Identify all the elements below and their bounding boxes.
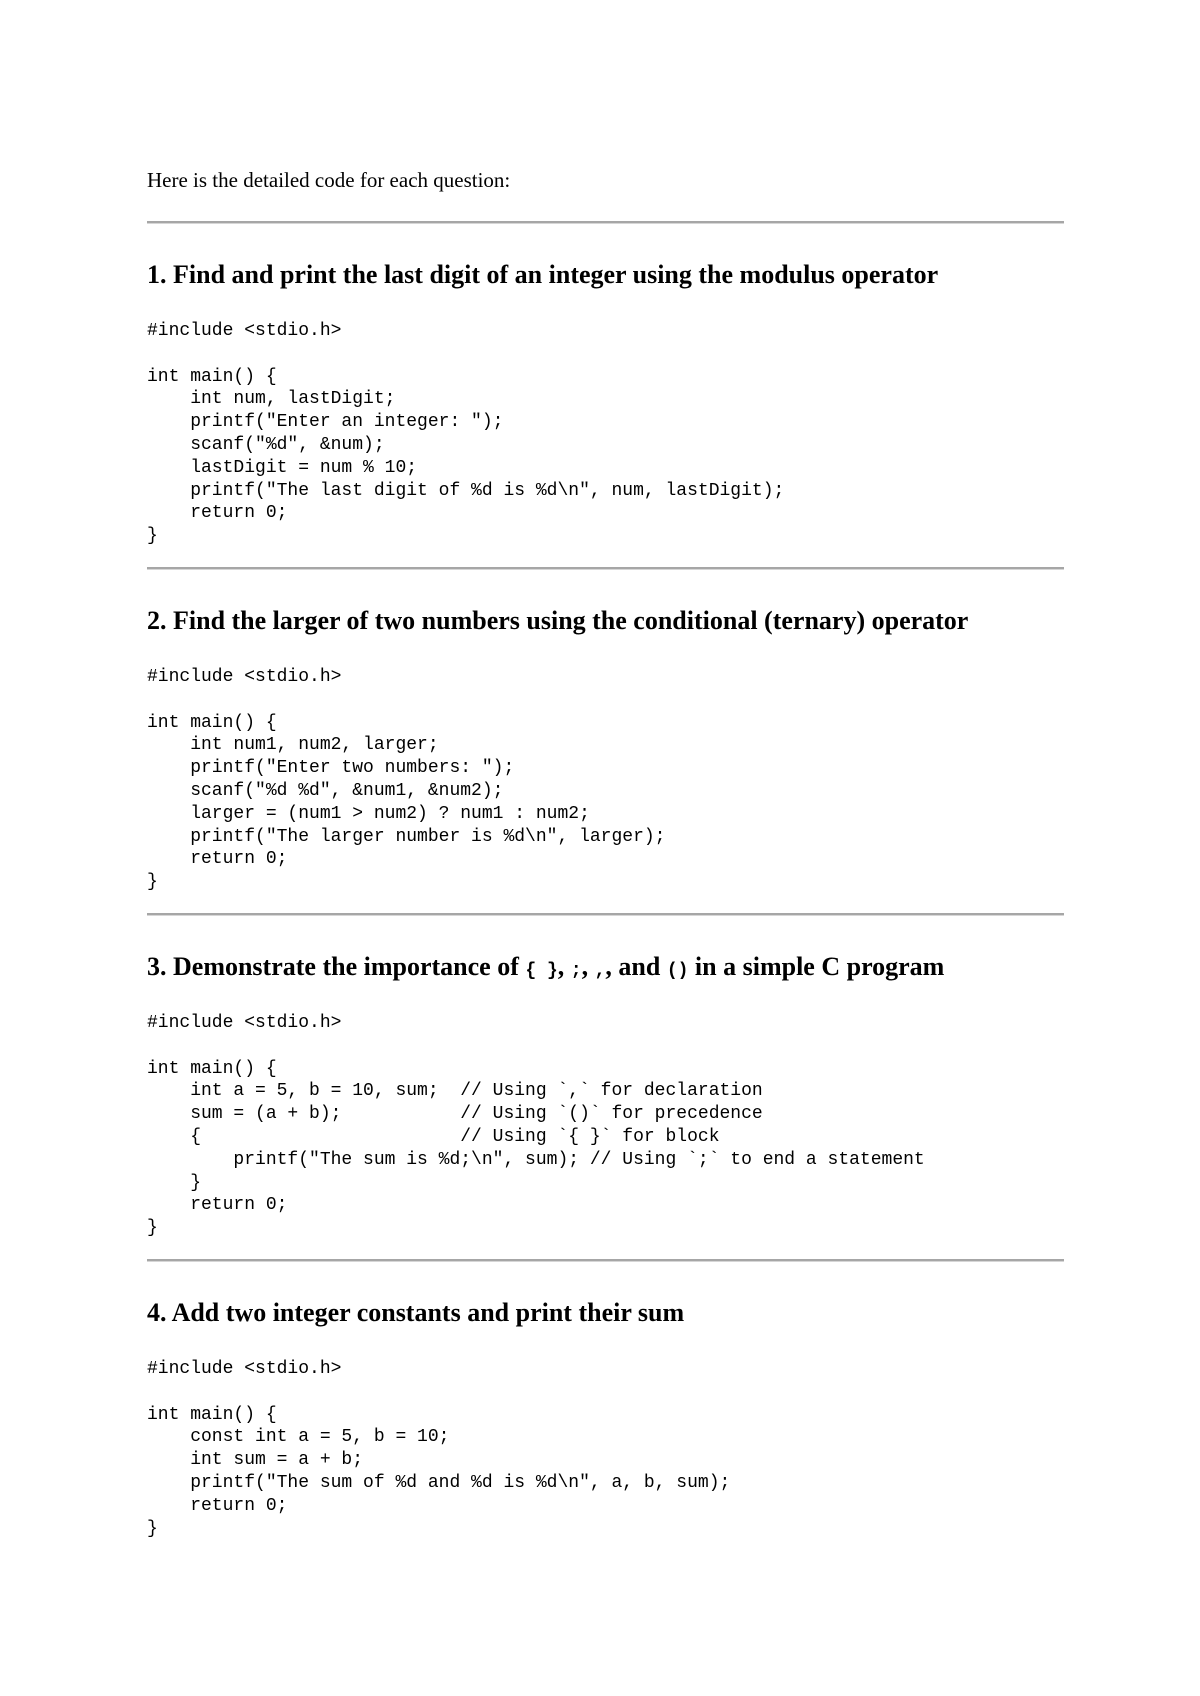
- horizontal-rule: [147, 913, 1064, 916]
- section-3-code-block: #include <stdio.h> int main() { int a = 5, b = 10, sum; // Using `,` for declaration sum = (a + b); // Using `()` for precedence { // Using `{ }` for block printf("The sum is %d;\n", sum); // Using `;` to end a statement } return 0; }: [147, 1013, 925, 1239]
- section-1-code-block: #include <stdio.h> int main() { int num, lastDigit; printf("Enter an integer: "); scanf("%d", &num); lastDigit = num % 10; printf("The last digit of %d is %d\n", num, lastDigit); return 0; }: [147, 321, 785, 547]
- horizontal-rule: [147, 221, 1064, 224]
- semicolon-code: ;: [570, 961, 582, 981]
- parentheses-code: (): [666, 961, 689, 981]
- section-2-code-block: #include <stdio.h> int main() { int num1, num2, larger; printf("Enter two numbers: "); scanf("%d %d", &num1, &num2); larger = (num1 > num2) ? num1 : num2; printf("The larger number is %d\n", larger); return 0; }: [147, 667, 666, 893]
- section-1-heading: 1. Find and print the last digit of an integer using the modulus operator: [147, 260, 939, 289]
- section-3-heading: 3. Demonstrate the importance of { }, ;, ,, and () in a simple C program: [147, 952, 945, 981]
- section-4-heading: 4. Add two integer constants and print their sum: [147, 1298, 685, 1327]
- horizontal-rule: [147, 1259, 1064, 1262]
- section-2-heading: 2. Find the larger of two numbers using the conditional (ternary) operator: [147, 606, 969, 635]
- intro-text: Here is the detailed code for each question:: [147, 168, 511, 192]
- horizontal-rule: [147, 567, 1064, 570]
- braces-code: { }: [525, 961, 558, 981]
- section-4-code-block: #include <stdio.h> int main() { const int a = 5, b = 10; int sum = a + b; printf("The sum of %d and %d is %d\n", a, b, sum); return 0; }: [147, 1359, 731, 1539]
- comma-code: ,: [594, 961, 606, 981]
